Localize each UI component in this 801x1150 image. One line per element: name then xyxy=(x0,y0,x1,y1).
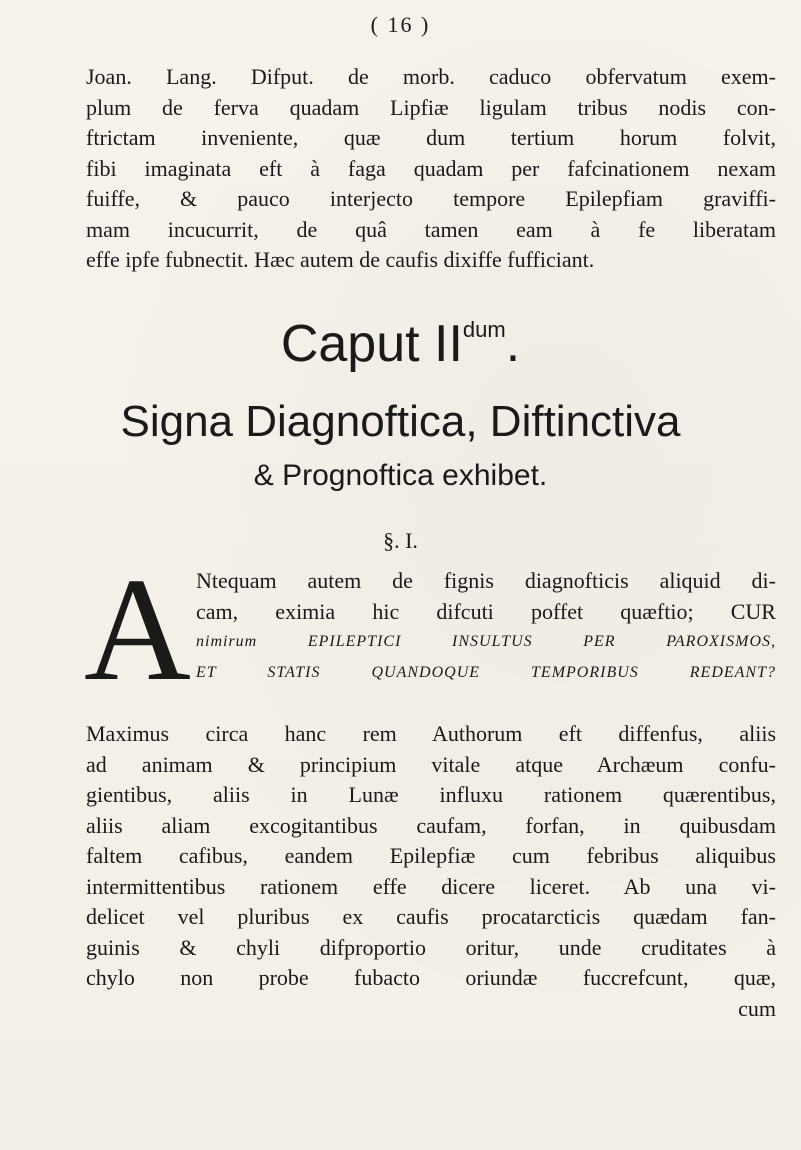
chapter-number: Caput II xyxy=(280,315,463,373)
chapter-heading: Caput $II^{dum}$. xyxy=(280,315,521,373)
text-line: intermittentibus rationem effe dicere liceret. Ab una vi- xyxy=(86,873,776,899)
chapter-title-line-1: Signa Diagnoftica, Diftinctiva xyxy=(120,397,681,446)
drop-cap: A xyxy=(84,548,191,712)
dropcap-paragraph-lines xyxy=(196,566,776,688)
text-line: aliis aliam excogitantibus caufam, forfan, in quibusdam xyxy=(86,812,776,838)
text-line: Ntequam autem de fignis diagnofticis aliquid di- xyxy=(196,568,776,593)
text-line: guinis & chyli difproportio oritur, unde cruditates à xyxy=(86,934,776,960)
text-line: fuiffe, & pauco interjecto tempore Epilepfiam graviffi- xyxy=(86,186,776,211)
text-line: effe ipfe fubnectit. Hæc autem de caufis dixiffe fufficiant. xyxy=(86,247,595,272)
text-line: mam incucurrit, de quâ tamen eam à fe liberatam xyxy=(86,216,776,242)
text-line: chylo non probe fubacto oriundæ fuccrefcunt, quæ, xyxy=(86,965,776,990)
chapter-ordinal-suffix: dum xyxy=(462,317,506,342)
text-line: ad animam & principium vitale atque Archæum confu- xyxy=(86,751,776,777)
catchword: cum xyxy=(738,995,776,1021)
text-line: delicet vel pluribus ex caufis procatarcticis quædam fan- xyxy=(86,904,776,929)
text-line: ftrictam inveniente, quæ dum tertium horum folvit, xyxy=(86,125,776,150)
text-line: cam, eximia hic difcuti poffet quæftio; CUR xyxy=(196,598,776,624)
intro-paragraph xyxy=(86,62,776,276)
text-line: nimirum EPILEPTICI INSULTUS PER PAROXISMOS, xyxy=(196,633,776,650)
main-paragraph xyxy=(86,719,776,1024)
text-line: plum de ferva quadam Lipfiæ ligulam tribus nodis con- xyxy=(86,94,776,120)
text-line: ET STATIS QUANDOQUE TEMPORIBUS REDEANT? xyxy=(196,663,776,681)
text-line: fibi imaginata eft à faga quadam per fafcinationem nexam xyxy=(86,155,776,181)
section-marker: §. I. xyxy=(383,528,418,553)
text-line: gientibus, aliis in Lunæ influxu rationem quærentibus, xyxy=(86,782,776,807)
chapter-title-line-2: & Prognoftica exhibet. xyxy=(253,459,548,492)
text-line: Joan. Lang. Difput. de morb. caduco obfervatum exem- xyxy=(86,64,776,89)
text-line: faltem cafibus, eandem Epilepfiæ cum febribus aliquibus xyxy=(86,843,776,868)
text-line: Maximus circa hanc rem Authorum eft diffenfus, aliis xyxy=(86,721,776,746)
page-number: ( 16 ) xyxy=(370,12,431,37)
